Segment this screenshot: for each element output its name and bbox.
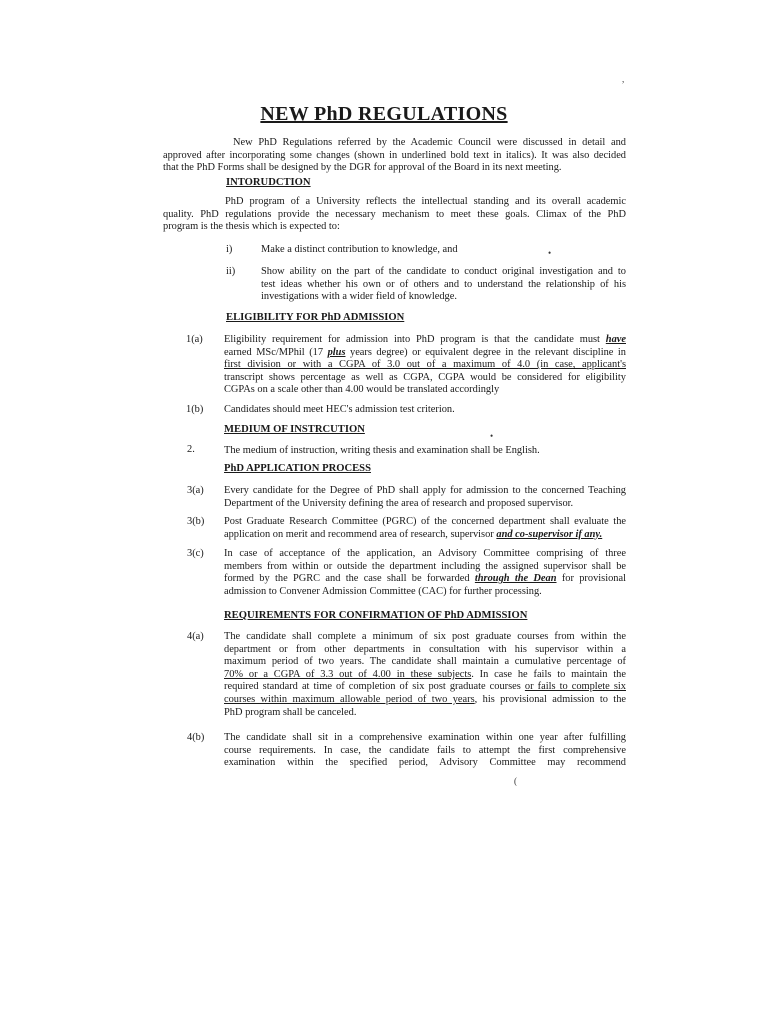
- clause-3c-text-3a: formed by the PGRC and the case shall be forwarded: [224, 573, 470, 585]
- clause-4b-line-1: The candidate shall sit in a comprehensive examination within one year after fulfilling: [224, 732, 626, 743]
- clause-1a-text-2b: years degree) or equivalent degree in the relevant discipline in: [350, 346, 626, 358]
- clause-3b-line-2: [224, 529, 626, 542]
- clause-3c-line-1: In case of acceptance of the application, an Advisory Committee comprising of three: [224, 548, 626, 559]
- clause-3b-emphasis: and co-supervisor if any.: [496, 528, 603, 540]
- clause-4a-underlined-2: or fails to complete six: [524, 681, 626, 693]
- medium-heading: MEDIUM OF INSTRCUTION: [224, 424, 365, 435]
- clause-3a-line-2: Department of the University defining the area of research and proposed supervisor.: [224, 497, 574, 509]
- intro-line-1: New PhD Regulations referred by the Academic Council were discussed in detail and: [233, 137, 626, 148]
- intro-line-2: approved after incorporating some changes (shown in underlined bold text in italics). It was also decided: [163, 149, 626, 161]
- clause-4a-text-6b: , his provisional admission to the: [474, 693, 626, 705]
- introduction-line-1: PhD program of a University reflects the intellectual standing and its overall academic: [225, 196, 626, 207]
- clause-4b-line-2: course requirements. In case, the candidate fails to attempt the first comprehensive: [224, 744, 626, 756]
- clause-4a-number: 4(a): [187, 631, 204, 642]
- clause-3c-line-4: admission to Convener Admission Committee (CAC) for further processing.: [224, 585, 542, 597]
- introduction-item-2-line-2: test ideas whether his own or of others and to understand the relationship of his: [261, 278, 626, 290]
- clause-1a: [224, 334, 626, 397]
- clause-1a-line-3: first division or with a CGPA of 3.0 out of a maximum of 4.0 (in case, applicant's: [224, 359, 626, 371]
- clause-4a-underlined-1: 70% or a CGPA of 3.3 out of 4.00 in these subjects: [224, 668, 472, 680]
- clause-4b-line-3: examination within the specified period, Advisory Committee may recommend: [224, 757, 626, 769]
- clause-1a-emphasis-plus: plus: [327, 346, 346, 358]
- clause-4b-number: 4(b): [187, 732, 205, 743]
- clause-3b-number: 3(b): [187, 516, 205, 527]
- document-title: NEW PhD REGULATIONS: [260, 103, 508, 125]
- page-mark-bottom: (: [514, 776, 517, 786]
- clause-1b: [224, 404, 626, 417]
- clause-3b-text-2: application on merit and recommend area of research, supervisor: [224, 528, 494, 540]
- clause-3b: [224, 516, 626, 541]
- clause-4a-line-6: [224, 694, 626, 707]
- clause-1a-line-5: CGPAs on a scale other than 4.00 would be translated accordingly: [224, 384, 500, 396]
- clause-1a-text-2a: earned MSc/MPhil (17: [224, 346, 324, 358]
- clause-3c-line-2: members from within or outside the department including the assigned supervisor shall be: [224, 560, 626, 572]
- clause-1a-number: 1(a): [186, 334, 203, 345]
- introduction-item-1-line: Make a distinct contribution to knowledge, and: [261, 244, 458, 255]
- page-mark-top: ,: [622, 74, 625, 84]
- clause-4a: [224, 631, 626, 719]
- clause-4a-line-5: [224, 681, 626, 694]
- introduction-heading: INTORUDCTION: [226, 177, 311, 188]
- clause-1b-number: 1(b): [186, 404, 204, 415]
- introduction-item-2-line-1: Show ability on the part of the candidate to conduct original investigation and to: [261, 266, 626, 277]
- clause-3b-line-1: Post Graduate Research Committee (PGRC) of the concerned department shall evaluate the: [224, 516, 626, 527]
- pen-mark: •: [548, 248, 552, 258]
- clause-3a-line-1: Every candidate for the Degree of PhD shall apply for admission to the concerned Teaching: [224, 485, 626, 496]
- clause-4a-underlined-3: courses within maximum allowable period of two years: [224, 693, 475, 705]
- clause-3c-line-3: [224, 573, 626, 586]
- clause-4a-text-4b: . In case he fails to maintain the: [471, 668, 626, 680]
- intro-paragraph: [163, 137, 626, 175]
- clause-1a-emphasis-have: have: [605, 334, 626, 345]
- clause-1a-line-2: [224, 347, 626, 360]
- introduction-item-2: [261, 266, 626, 304]
- eligibility-heading: ELIGIBILITY FOR PhD ADMISSION: [226, 312, 405, 323]
- clause-1a-text-1: Eligibility requirement for admission into PhD program is that the candidate must: [224, 334, 600, 345]
- pen-mark-2: •: [490, 431, 494, 441]
- clause-4b: [224, 732, 626, 770]
- clause-4a-line-1: The candidate shall complete a minimum of six post graduate courses from within the: [224, 631, 626, 642]
- clause-4a-line-7: PhD program shall be canceled.: [224, 706, 357, 718]
- introduction-item-2-marker: ii): [226, 266, 236, 277]
- confirmation-heading: REQUIREMENTS FOR CONFIRMATION OF PhD ADMISSION: [224, 610, 528, 621]
- introduction-item-2-line-3: investigations with a wider field of knowledge.: [261, 291, 457, 303]
- clause-3c-text-3b: for provisional: [561, 573, 626, 585]
- clause-3c-emphasis: through the Dean: [474, 573, 557, 585]
- clause-1b-line: Candidates should meet HEC's admission test criterion.: [224, 404, 455, 415]
- clause-3c: [224, 548, 626, 598]
- introduction-item-1-marker: i): [226, 244, 233, 255]
- application-heading: PhD APPLICATION PROCESS: [224, 463, 371, 474]
- clause-3c-number: 3(c): [187, 548, 204, 559]
- introduction-body: [163, 196, 626, 234]
- clause-4a-text-5a: required standard at time of completion of six post graduate courses: [224, 681, 521, 693]
- introduction-item-1: [261, 244, 626, 257]
- intro-line-3: that the PhD Forms shall be designed by the DGR for approval of the Board in its next meeting.: [163, 162, 562, 174]
- introduction-line-2: quality. PhD regulations provide the necessary mechanism to meet these goals. Climax of the PhD: [163, 208, 626, 220]
- clause-2: [224, 445, 626, 458]
- clause-4a-line-2: department or from other departments in consultation with his supervisor within a: [224, 643, 626, 655]
- clause-2-number: 2.: [187, 444, 195, 455]
- clause-3a: [224, 485, 626, 510]
- clause-2-line: The medium of instruction, writing thesis and examination shall be English.: [224, 445, 540, 456]
- clause-4a-line-4: [224, 669, 626, 682]
- clause-1a-line-4: transcript shows percentage as well as CGPA, CGPA would be considered for eligibility: [224, 371, 626, 383]
- clause-1a-line-1: [224, 334, 626, 347]
- clause-4a-line-3: maximum period of two years. The candidate shall maintain a cumulative percentage of: [224, 656, 626, 668]
- introduction-line-3: program is the thesis which is expected to:: [163, 221, 340, 233]
- clause-3a-number: 3(a): [187, 485, 204, 496]
